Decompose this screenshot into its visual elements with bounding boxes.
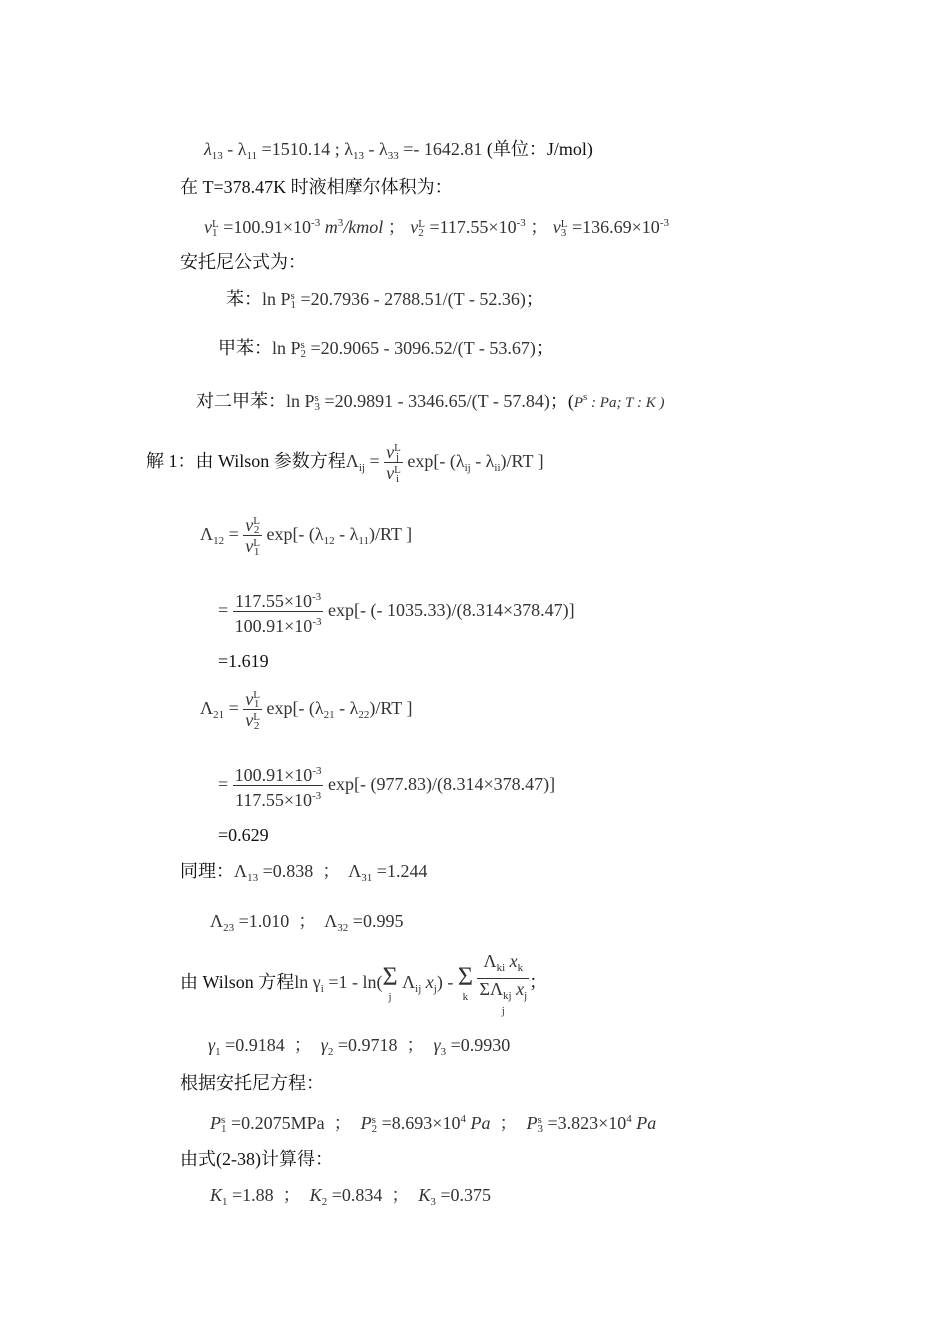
molar-volume-heading: 在 T=378.47K 时液相摩尔体积为：	[180, 177, 453, 197]
separator: ；	[284, 1035, 321, 1055]
lambda-similar-results	[180, 860, 427, 889]
math-text: - λ	[470, 451, 495, 471]
unit-text: /kmol	[343, 217, 384, 237]
k-value-heading: 由式(2-38)计算得：	[180, 1149, 333, 1169]
math-text: =20.9891 - 3346.65/(T - 57.84)	[320, 391, 550, 411]
antoine-heading: 安托尼公式为：	[180, 252, 306, 272]
subscript: k	[517, 962, 524, 975]
numerator: x	[505, 951, 518, 972]
subscript: 22	[358, 709, 370, 721]
numeric-ratio	[233, 761, 324, 810]
subscript: 1	[212, 226, 218, 239]
math-text: =100.91×10	[218, 217, 312, 237]
punctuation: ；	[535, 338, 554, 358]
subscript: ii	[494, 462, 501, 474]
subscript: ij	[464, 462, 471, 474]
punctuation: ；	[529, 972, 548, 992]
math-text: =	[224, 524, 239, 544]
subscript: 3	[440, 1046, 447, 1058]
math-text: =	[364, 451, 380, 471]
math-text: =	[218, 774, 229, 794]
numerator: v	[245, 688, 254, 709]
math-text: - λ	[334, 524, 359, 544]
sum-sign	[457, 961, 473, 1004]
math-text: )/RT ]	[500, 451, 544, 471]
lambda-symbol: Λ	[200, 524, 214, 544]
pressure-symbol: P	[526, 1113, 538, 1133]
antoine-p-xylene	[196, 386, 665, 414]
wilson-fraction	[477, 951, 529, 1016]
subscript: 33	[387, 150, 399, 162]
wilson-activity-equation	[180, 946, 547, 1025]
math-text: )/RT ]	[368, 524, 413, 544]
math-text: =0.9718	[333, 1035, 398, 1055]
numerator: v	[245, 514, 254, 535]
pressure-symbol: P	[210, 1113, 221, 1133]
volume-ratio	[243, 689, 262, 732]
subscript: 13	[353, 150, 365, 162]
saturation-pressures	[210, 1108, 656, 1134]
k-symbol: K	[309, 1185, 322, 1205]
exponent: -3	[312, 616, 322, 629]
subscript: kj	[503, 990, 512, 1003]
volume-symbol: v	[548, 217, 561, 237]
subscript: 2	[321, 1196, 328, 1208]
exponent: -3	[311, 217, 321, 229]
math-text: exp[- (- 1035.33)/(8.314×378.47)]	[323, 600, 575, 620]
math-text: ln γ	[294, 972, 321, 992]
subscript: 3	[430, 1196, 436, 1208]
denominator: v	[245, 536, 254, 557]
subscript: 3	[537, 1122, 543, 1135]
superscript: s	[537, 1113, 542, 1126]
exponent: -3	[516, 217, 526, 229]
subscript: 2	[253, 720, 260, 733]
math-text: =20.9065 - 3096.52/(T - 53.67)	[306, 338, 536, 358]
math-text: exp[- (977.83)/(8.314×378.47)]	[323, 774, 556, 794]
sigma-symbol: Σ	[457, 961, 473, 991]
math-text: =1.244	[372, 861, 428, 881]
superscript: L	[253, 689, 260, 702]
math-text: =0.9184	[220, 1035, 285, 1055]
subscript: j	[433, 983, 437, 995]
superscript: L	[253, 515, 260, 528]
k-symbol: K	[210, 1185, 223, 1205]
subscript: 1	[215, 1046, 221, 1058]
subscript: 2	[418, 226, 424, 239]
lead-text: 同理：	[180, 861, 234, 881]
superscript: L	[418, 217, 425, 230]
math-text: =0.9930	[446, 1035, 511, 1055]
gamma-symbol: γ	[320, 1035, 328, 1055]
subscript: j	[524, 990, 528, 1003]
subscript: j	[395, 451, 400, 464]
sigma-symbol: Σ	[382, 961, 398, 991]
superscript: s	[583, 391, 588, 403]
math-text: =117.55×10	[424, 217, 517, 237]
separator: ；	[382, 1185, 419, 1205]
separator: ；	[383, 217, 406, 237]
math-text: =	[218, 600, 229, 620]
subscript: 3	[560, 226, 567, 239]
denominator: 100.91×10	[234, 616, 313, 637]
subscript: ki	[496, 962, 506, 975]
math-text: - λ	[334, 698, 359, 718]
lambda-symbol: Λ	[210, 911, 224, 931]
lambda-12-definition	[200, 510, 412, 565]
superscript: s	[371, 1113, 376, 1126]
k-symbol: K	[418, 1185, 431, 1205]
lambda-21-substitution	[218, 760, 555, 810]
superscript: L	[253, 711, 260, 724]
wilson-parameter-equation	[146, 437, 544, 492]
volume-ratio	[243, 515, 262, 558]
lambda-symbol: Λ	[324, 911, 338, 931]
subscript: 13	[247, 872, 259, 884]
gamma-symbol: γ	[208, 1035, 216, 1055]
denominator: x	[511, 979, 525, 1000]
sum-sign	[382, 961, 398, 1004]
math-text: =	[224, 698, 239, 718]
sum-index: j	[501, 1005, 505, 1018]
solution-lead: 解 1：由 Wilson 参数方程	[146, 451, 346, 471]
math-text: =0.2075MPa	[226, 1113, 325, 1133]
math-text: ln P	[262, 289, 291, 309]
math-text: ln P	[272, 338, 301, 358]
lambda-21-definition	[200, 684, 412, 739]
math-text: =0.834	[327, 1185, 383, 1205]
lambda-symbol: Λ	[348, 861, 362, 881]
lambda-difference-line	[204, 138, 593, 167]
sum-index: j	[388, 990, 392, 1003]
subscript: 13	[211, 150, 223, 162]
punctuation: ；	[525, 289, 544, 309]
volume-symbol: v	[405, 217, 419, 237]
numerator: v	[386, 441, 395, 462]
math-text: exp[- (λ	[402, 451, 465, 471]
superscript: L	[253, 537, 260, 550]
math-text: =0.838	[258, 861, 314, 881]
lambda-symbol: Λ	[234, 861, 248, 881]
subscript: 1	[253, 546, 260, 559]
superscript: L	[394, 442, 401, 455]
math-text: exp[- (λ	[261, 698, 324, 718]
math-text: =1510.14 ; λ	[257, 139, 354, 159]
superscript: s	[300, 338, 305, 351]
separator: ；	[289, 911, 325, 931]
exponent: -3	[312, 765, 322, 778]
component-label: 苯：	[226, 289, 262, 309]
unit-text: m	[320, 217, 338, 237]
math-text: Λ	[397, 972, 416, 992]
math-text: =8.693×10	[377, 1113, 461, 1133]
math-text: x	[421, 972, 434, 992]
superscript: s	[221, 1113, 226, 1126]
unit-text: (单位：J/mol)	[482, 139, 593, 159]
component-label: 对二甲苯：	[196, 391, 286, 411]
pressure-symbol: P	[360, 1113, 372, 1133]
gamma-symbol: γ	[433, 1035, 441, 1055]
lead-text: 由 Wilson 方程	[180, 972, 295, 992]
subscript: 2	[300, 347, 307, 360]
exponent: -3	[311, 790, 322, 803]
math-text: =1.88	[227, 1185, 274, 1205]
lambda-symbol: Λ	[200, 698, 214, 718]
subscript: 1	[221, 1122, 227, 1135]
subscript: i	[320, 983, 324, 995]
exponent: 4	[626, 1113, 632, 1125]
subscript: i	[395, 473, 400, 486]
subscript: 1	[253, 698, 260, 711]
math-text: =1 - ln(	[323, 972, 383, 992]
math-text: =3.823×10	[542, 1113, 627, 1133]
subscript: 3	[314, 400, 321, 413]
math-text: =0.995	[348, 911, 404, 931]
denominator: ΣΛ	[479, 979, 504, 1000]
numeric-ratio	[233, 587, 324, 636]
subscript: 1	[290, 298, 297, 311]
subscript: 32	[337, 922, 349, 934]
subscript: 2	[253, 524, 260, 537]
math-text: ln P	[286, 391, 315, 411]
superscript: L	[560, 217, 568, 230]
unit-text: : Pa; T : K )	[587, 395, 665, 411]
math-text: )/RT ]	[369, 698, 413, 718]
separator: ；	[324, 1113, 361, 1133]
exponent: 3	[337, 217, 344, 229]
volume-ratio	[384, 442, 403, 485]
sum-index: k	[462, 990, 469, 1003]
lambda-symbol: λ	[204, 139, 212, 159]
math-text: =0.375	[435, 1185, 492, 1205]
math-text: =20.7936 - 2788.51/(T - 52.36)	[296, 289, 526, 309]
math-text: ) -	[436, 972, 458, 992]
lambda-21-result: =0.629	[218, 825, 269, 845]
superscript: s	[290, 289, 295, 302]
lambda-symbol: Λ	[345, 451, 359, 471]
separator: ；	[313, 861, 349, 881]
exponent: -3	[311, 591, 322, 604]
subscript: 12	[323, 535, 335, 547]
antoine-result-heading: 根据安托尼方程：	[180, 1073, 324, 1093]
math-text: =1.010	[234, 911, 290, 931]
activity-coefficients	[208, 1034, 510, 1063]
exponent: 4	[460, 1113, 466, 1125]
math-text: - λ	[222, 139, 247, 159]
separator: ；	[273, 1185, 310, 1205]
subscript: 2	[327, 1046, 334, 1058]
molar-volume-line	[204, 212, 669, 238]
denominator: 117.55×10	[234, 790, 312, 811]
lambda-12-substitution	[218, 586, 575, 636]
unit-text: P	[573, 395, 583, 411]
subscript: ij	[358, 462, 365, 474]
subscript: ij	[415, 983, 422, 995]
unit-text: Pa	[465, 1113, 491, 1133]
subscript: 2	[371, 1122, 378, 1135]
separator: ；	[525, 217, 549, 237]
math-text: =- 1642.81	[398, 139, 483, 159]
math-text: =136.69×10	[567, 217, 660, 237]
denominator: v	[386, 463, 395, 484]
subscript: 23	[223, 922, 235, 934]
subscript: 1	[222, 1196, 228, 1208]
antoine-toluene	[218, 337, 554, 359]
superscript: L	[394, 464, 401, 477]
punctuation: ；(	[549, 391, 574, 411]
antoine-benzene	[226, 288, 544, 310]
superscript: s	[314, 391, 319, 404]
component-label: 甲苯：	[218, 338, 272, 358]
subscript: 12	[213, 535, 225, 547]
numerator: 117.55×10	[234, 591, 312, 612]
k-values	[210, 1184, 491, 1213]
separator: ；	[397, 1035, 434, 1055]
numerator: Λ	[483, 951, 497, 972]
denominator: v	[245, 710, 254, 731]
lambda-12-result: =1.619	[218, 651, 269, 671]
subscript: 31	[361, 872, 373, 884]
unit-text: Pa	[631, 1113, 657, 1133]
lambda-23-32-results	[210, 910, 403, 939]
subscript: 11	[358, 535, 369, 547]
volume-symbol: v	[204, 217, 212, 237]
superscript: L	[212, 217, 219, 230]
subscript: 21	[213, 709, 225, 721]
separator: ；	[490, 1113, 527, 1133]
exponent: -3	[659, 217, 669, 229]
subscript: 21	[323, 709, 335, 721]
subscript: 11	[246, 150, 258, 162]
math-text: exp[- (λ	[261, 524, 324, 544]
math-text: - λ	[364, 139, 388, 159]
numerator: 100.91×10	[234, 765, 313, 786]
